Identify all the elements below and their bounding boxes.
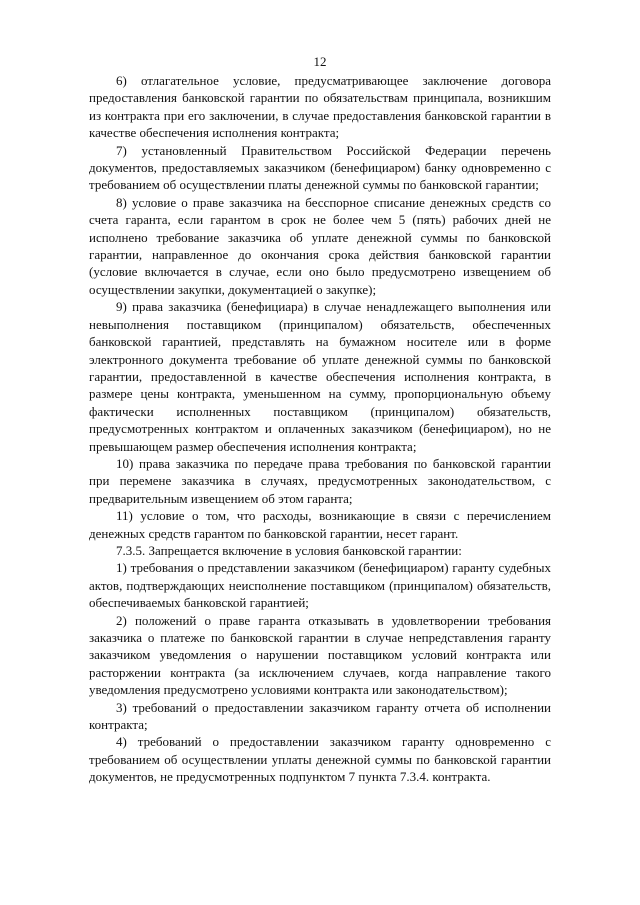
prohibition-item-3: 3) требований о предоставлении заказчиком гаранту отчета об исполнении контракта;: [89, 699, 551, 733]
page-number: 12: [313, 54, 327, 69]
paragraph-item-10: 10) права заказчика по передаче права требования по банковской гарантии при перемене заказчика в случаях, предусмотренных законодательством, с предварительным извещением об этом гаранта;: [89, 455, 551, 506]
prohibition-item-4: 4) требований о предоставлении заказчиком гаранту одновременно с требованием об осуществлении уплаты денежной суммы по банковской гарантии документов, не предусмотренных подпунктом 7 пункта 7.3.4. контракта.: [89, 734, 551, 785]
document-body: [89, 72, 551, 786]
section-heading-7-3-5: 7.3.5. Запрещается включение в условия банковской гарантии:: [116, 542, 462, 558]
paragraph-item-11: 11) условие о том, что расходы, возникающие в связи с перечислением денежных средств гарантом по банковской гарантии, несет гарант.: [89, 508, 551, 541]
paragraph-item-6: 6) отлагательное условие, предусматривающее заключение договора предоставления банковской гарантии по обязательствам принципала, возникшим из контракта при его заключении, в случае предоставления банковской гарантии в качестве обеспечения исполнения контракта;: [89, 73, 551, 141]
paragraph-item-9: 9) права заказчика (бенефициара) в случае ненадлежащего выполнения или невыполнения поставщиком (принципалом) обязательств, обеспеченных банковской гарантией, представлять на бумажном носителе или в форме электронного документа требование об уплате денежной суммы по банковской гарантии, предоставленной в качестве обеспечения исполнения контракта, в размере цены контракта, уменьшенном на сумму, пропорциональную объему фактически исполненных поставщиком (принципалом) обязательств, предусмотренных контрактом и оплаченных заказчиком (бенефициаром), но не превышающем размер обеспечения исполнения контракта;: [89, 299, 551, 454]
paragraph-item-8: 8) условие о праве заказчика на бесспорное списание денежных средств со счета гаранта, если гарантом в срок не более чем 5 (пять) рабочих дней не исполнено требование заказчика об уплате денежной суммы по банковской гарантии, направленное до окончания срока действия банковской гарантии (условие включается в случае, если оно было предусмотрено извещением об осуществлении закупки, документацией о закупке);: [89, 194, 551, 297]
paragraph-item-7: 7) установленный Правительством Российской Федерации перечень документов, предоставляемых заказчиком (бенефициаром) банку одновременно с требованием об осуществлении платы денежной суммы по банковской гарантии;: [89, 142, 551, 193]
prohibition-item-2: 2) положений о праве гаранта отказывать в удовлетворении требования заказчика о платеже по банковской гарантии в случае непредставления гаранту заказчиком уведомления о нарушении поставщиком условий контракта или расторжении контракта (за исключением случаев, когда направление такого уведомления предусмотрено условиями контракта или законодательством);: [89, 612, 551, 698]
prohibition-item-1: 1) требования о представлении заказчиком (бенефициаром) гаранту судебных актов, подтверждающих неисполнение поставщиком (принципалом) обязательств, обеспечиваемых банковской гарантией;: [89, 560, 551, 611]
